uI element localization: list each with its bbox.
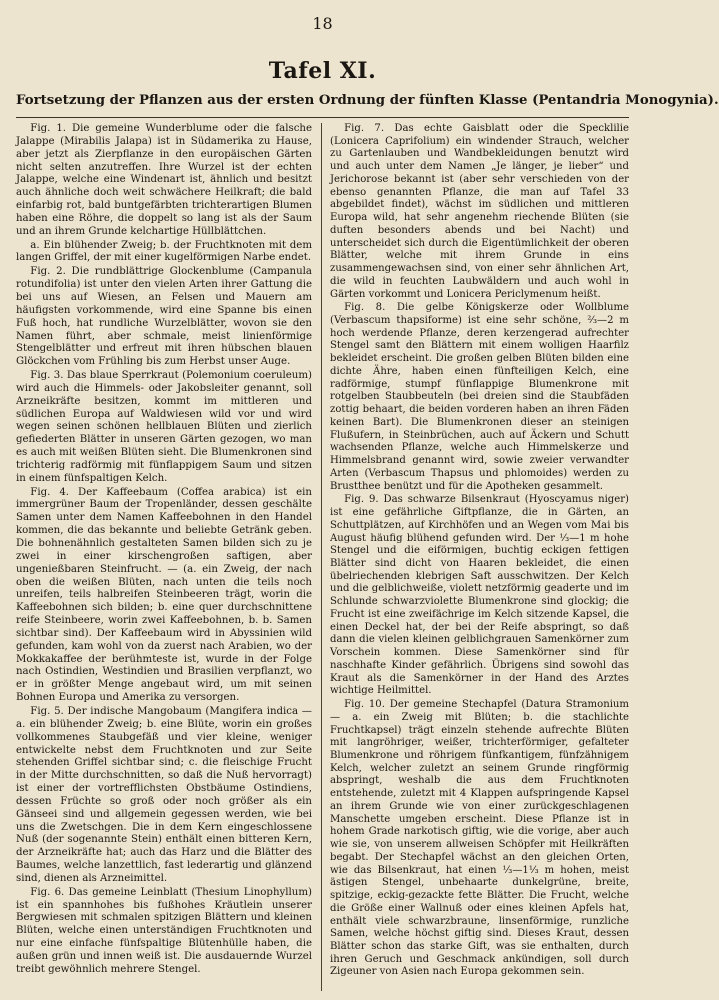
paragraph-fig-4: Fig. 4. Der Kaffeebaum (Coffea arabica) ist ein immergrüner Baum der Tropenländer, dessen geschälte Samen unter dem Namen Kaffeebohnen in den Handel kommen, die das bekannte und beliebte Getränk geben. Die bohnenähnlich gestalteten Samen bilden sich zu je zwei in einer kirschengroßen saftigen, aber ungenießbaren Steinfrucht. — (a. ein Zweig, der nach oben die weißen Blüten, nach unten die teils noch unreifen, teils halbreifen Steinbeeren trägt, worin die Kaffeebohnen sich bilden; b. eine quer durchschnittene reife Steinbeere, worin zwei Kaffeebohnen, b. b. Samen sichtbar sind). Der Kaffeebaum wird in Abyssinien wild gefunden, kam wohl von da zuerst nach Arabien, wo der Mokkakaffee der berühmteste ist, wurde in der Folge nach Ostindien, Westindien und Brasilien verpflanzt, wo er in größter Menge angebaut wird, um mit seinen Bohnen Europa und Amerika zu versorgen. (16, 486, 312, 704)
paragraph-fig-1-legend: a. Ein blühender Zweig; b. der Fruchtknoten mit dem langen Griffel, der mit einer kugelförmigen Narbe endet. (16, 239, 312, 264)
right-column (330, 123, 629, 993)
plate-title: Tafel XI. (268, 58, 377, 84)
header-rule (16, 117, 629, 118)
left-column (16, 123, 312, 993)
paragraph-fig-8: Fig. 8. Die gelbe Königskerze oder Wollblume (Verbascum thapsiforme) ist eine sehr schöne, ²⁄₃—2 m hoch werdende Pflanze, deren kerzengerad aufrechter Stengel samt den Blättern mit einem wolligen Haarfilz bekleidet erscheint. Die großen gelben Blüten bilden eine dichte Ähre, haben einen fünfteiligen Kelch, eine radförmige, stumpf fünflappige Blumenkrone mit rotgelben Staubbeuteln (bei dreien sind die Staubfäden zottig behaart, die beiden vorderen haben an ihren Fäden keinen Bart). Die Blumenkronen dieser an steinigen Flußufern, in Steinbrüchen, auch auf Äckern und Schutt wachsenden Pflanze, welche auch Himmelskerze und Himmelsbrand genannt wird, sowie zweier verwandter Arten (Verbascum Thapsus und phlomoides) werden zu Brustthee benützt und für die Apotheken gesammelt. (330, 302, 629, 492)
paragraph-fig-1: Fig. 1. Die gemeine Wunderblume oder die falsche Jalappe (Mirabilis Jalapa) ist in Südamerika zu Hause, aber jetzt als Zierpflanze in den europäischen Gärten nicht selten anzutreffen. Ihre Wurzel ist der echten Jalappe, welche eine Windenart ist, ähnlich und besitzt auch ähnliche doch weit schwächere Heilkraft; die bald einfarbig rot, bald buntgefärbten trichterartigen Blumen haben eine Röhre, die doppelt so lang ist als der Saum und an ihrem Grunde kelchartige Hüllblättchen. (16, 123, 312, 237)
paragraph-fig-10: Fig. 10. Der gemeine Stechapfel (Datura Stramonium — a. ein Zweig mit Blüten; b. die stachlichte Fruchtkapsel) trägt einzeln stehende aufrechte Blüten mit langröhriger, weißer, trichterförmiger, gefalteter Blumenkrone und röhrigem fünfkantigem, fünfzähnigem Kelch, welcher zuletzt an seinem Grunde ringförmig abspringt, weshalb die aus dem Fruchtknoten entstehende, zuletzt mit 4 Klappen aufspringende Kapsel an ihrem Grunde wie von einer zurückgeschlagenen Manschette umgeben erscheint. Diese Pflanze ist in hohem Grade narkotisch giftig, wie die vorige, aber auch wie sie, von unserem allweisen Schöpfer mit Heilkräften begabt. Der Stechapfel wächst an den gleichen Orten, wie das Bilsenkraut, hat einen ¹⁄₃—1¹⁄₃ m hohen, meist ästigen Stengel, unbehaarte dunkelgrüne, breite, spitzige, eckig-gezackte fette Blätter. Die Frucht, welche die Größe einer Wallnuß oder eines kleinen Apfels hat, enthält viele schwarzbraune, linsenförmige, runzliche Samen, welche höchst giftig sind. Dieses Kraut, dessen Blätter schon das starke Gift, was sie enthalten, durch ihren Geruch und Geschmack ankündigen, soll durch Zigeuner von Asien nach Europa gekommen sein. (330, 699, 629, 978)
column-divider (321, 123, 322, 991)
paragraph-fig-3: Fig. 3. Das blaue Sperrkraut (Polemonium coeruleum) wird auch die Himmels- oder Jakobsleiter genannt, soll Arzneikräfte besitzen, kommt im mittleren und südlichen Europa auf Waldwiesen wild vor und wird wegen seinen schönen hellblauen Blüten und zierlich gefiederten Blätter in unseren Gärten gezogen, wo man es auch mit weißen Blüten sieht. Die Blumenkronen sind trichterig radförmig mit fünflappigem Saum und sitzen in einem fünfspaltigen Kelch. (16, 370, 312, 484)
section-subtitle: Fortsetzung der Pflanzen aus der ersten Ordnung der fünften Klasse (Pentandria Monogynia). (16, 93, 719, 108)
paragraph-fig-9: Fig. 9. Das schwarze Bilsenkraut (Hyoscyamus niger) ist eine gefährliche Giftpflanze, die in Gärten, an Schuttplätzen, auf Kirchhöfen und an Wegen vom Mai bis August häufig blühend gefunden wird. Der ¹⁄₃—1 m hohe Stengel und die eiförmigen, buchtig eckigen fettigen Blätter sind dicht von Haaren bekleidet, die einen übelriechenden klebrigen Saft ausschwitzen. Der Kelch und die gelblichweiße, violett netzförmig geaderte und im Schlunde schwarzviolette Blumenkrone sind glockig; die Frucht ist eine zweifächrige im Kelch sitzende Kapsel, die einen Deckel hat, der bei der Reife abspringt, so daß dann die vielen kleinen gelblichgrauen Samenkörner zum Vorschein kommen. Diese Samenkörner sind für naschhafte Kinder gefährlich. Übrigens sind sowohl das Kraut als die Samenkörner in der Hand des Arztes wichtige Heilmittel. (330, 494, 629, 697)
paragraph-fig-7: Fig. 7. Das echte Gaisblatt oder die Specklilie (Lonicera Caprifolium) ein windender Strauch, welcher zu Gartenlauben und Wandbekleidungen benutzt wird und auch unter dem Namen „Je länger, je lieber“ und Jerichorose bekannt ist (aber sehr verschieden von der ebenso genannten Pflanze, die man auf Tafel 33 abgebildet findet), wächst im südlichen und mittleren Europa wild, hat sehr angenehm riechende Blüten (sie duften besonders abends und bei Nacht) und unterscheidet sich durch die Eigentümlichkeit der oberen Blätter, welche mit ihrem Grunde in eins zusammengewachsen sind, von einer sehr ähnlichen Art, die wild in feuchten Laubwäldern und auch wohl in Gärten vorkommt und Lonicera Periclymenum heißt. (330, 123, 629, 300)
paragraph-fig-2: Fig. 2. Die rundblättrige Glockenblume (Campanula rotundifolia) ist unter den vielen Arten ihrer Gattung die bei uns auf Wiesen, an Felsen und Mauern am häufigsten vorkommende, wird eine Spanne bis einen Fuß hoch, hat rundliche Wurzelblätter, wovon sie den Namen führt, aber schmale, meist linienförmige Stengelblätter und erfreut mit ihren hübschen blauen Glöckchen vom Frühling bis zum Herbst unser Auge. (16, 266, 312, 368)
page-number: 18 (312, 14, 333, 33)
paragraph-fig-6: Fig. 6. Das gemeine Leinblatt (Thesium Linophyllum) ist ein spannhohes bis fußhohes Kräutlein unserer Bergwiesen mit schmalen spitzigen Blättern und kleinen Blüten, welche einen unterständigen Fruchtknoten und nur eine einfache fünfspaltige Blütenhülle haben, die außen grün und innen weiß ist. Die ausdauernde Wurzel treibt gewöhnlich mehrere Stengel. (16, 886, 312, 975)
paragraph-fig-5: Fig. 5. Der indische Mangobaum (Mangifera indica — a. ein blühender Zweig; b. eine Blüte, worin ein großes vollkommenes Staubgefäß und vier kleine, weniger entwickelte nebst dem Fruchtknoten und zur Seite stehenden Griffel sichtbar sind; c. die fleischige Frucht in der Mitte durchschnitten, so daß die Nuß hervorragt) ist einer der vortrefflichsten Obstbäume Ostindiens, dessen Früchte so groß oder noch größer als ein Gänseei sind und allgemein gegessen werden, wie bei uns die Zwetschgen. Die in dem Kern eingeschlossene Nuß (der sogenannte Stein) enthält einen bitteren Kern, der Arzneikräfte hat; auch das Harz und die Blätter des Baumes, welche lanzettlich, fast lederartig und glänzend sind, dienen als Arzneimittel. (16, 705, 312, 884)
